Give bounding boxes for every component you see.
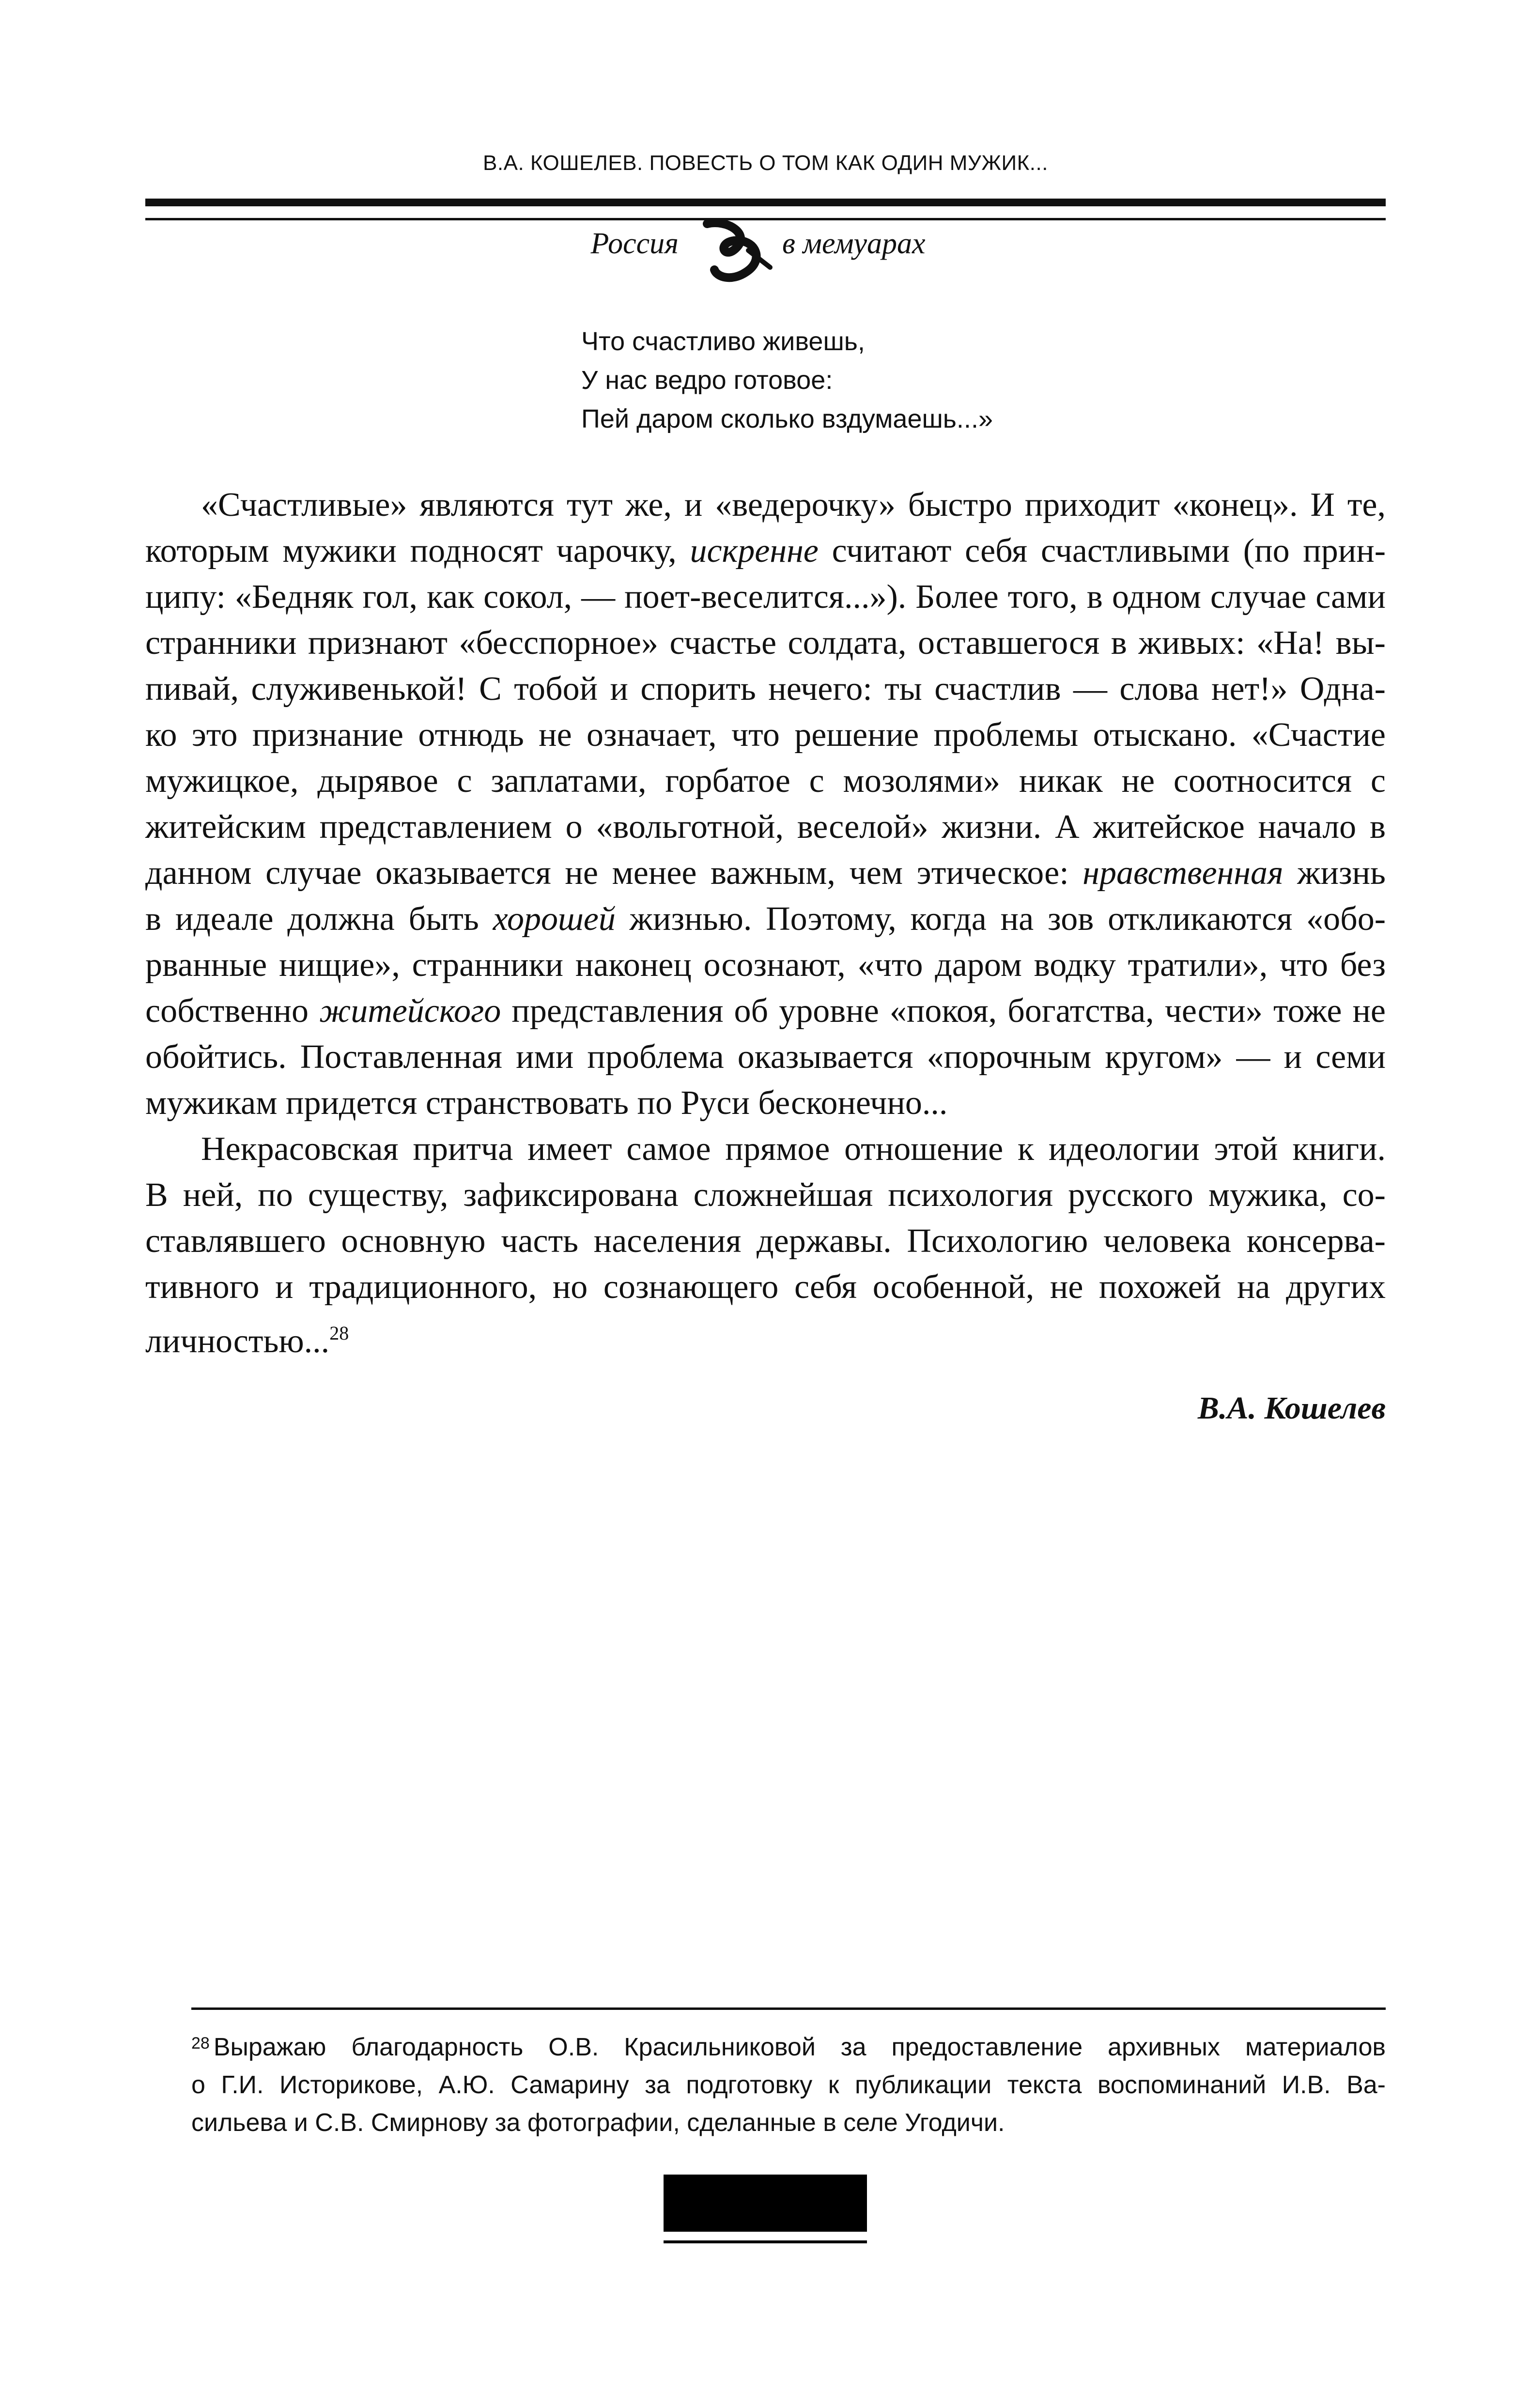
series-title [145,224,1386,292]
emphasis: нравственная [1083,854,1284,892]
series-title-left: Россия [586,227,684,261]
text-line: «Счастливые» являются тут же, и «ведерочку» быстро приходит «конец». И те, [201,486,1386,524]
footnote-reference[interactable]: 28 [329,1322,349,1344]
emphasis: хорошей [493,900,616,938]
text-line: странники признают «бесспорное» счастье солдата, оставшегося в живых: «На! вы- [145,624,1386,662]
text-line: ко это признание отнюдь не означает, что решение проблемы отыскано. «Счастие [145,716,1386,754]
page-number-block [664,2175,867,2232]
text-line: обойтись. Поставленная ими проблема оказывается «порочным кругом» — и семи [145,1038,1386,1076]
text-line: в идеале должна быть хорошей жизнью. Поэтому, когда на зов откликаются «обо- [145,900,1386,938]
verse-line: Что счастливо живешь, [581,327,865,356]
paragraph-1 [145,482,1386,1126]
footnote-line: о Г.И. Историкове, А.Ю. Самарину за подготовку к публикации текста воспоминаний И.В. Ва- [191,2071,1386,2099]
text-line: мужицкое, дырявое с заплатами, горбатое с мозолями» никак не соотносится с [145,762,1386,800]
footnote [191,2024,1386,2142]
main-text [145,482,1386,1364]
text-line: данном случае оказывается не менее важным, чем этическое: нравственная жизнь [145,854,1386,892]
text-line: Некрасовская притча имеет самое прямое отношение к идеологии этой книги. [201,1130,1386,1168]
footnote-number: 28 [191,2034,210,2053]
text-line: ципу: «Бедняк гол, как сокол, — поет-веселится...»). Более того, в одном случае сами [145,578,1386,616]
verse-line: У нас ведро готовое: [581,366,833,395]
author-signature: В.А. Кошелев [1197,1390,1386,1426]
header-rule-thick [145,199,1386,206]
text-line: тивного и традиционного, но сознающего себя особенной, не похожей на других [145,1268,1386,1306]
page-number-rule [664,2240,867,2243]
text-line: рванные нищие», странники наконец осознают, «что даром водку тратили», что без [145,946,1386,984]
verse-line: Пей даром сколько вздумаешь...» [581,404,993,433]
emphasis: житейского [319,992,501,1030]
text-line: В ней, по существу, зафиксирована сложнейшая психология русского мужика, со- [145,1176,1386,1214]
footnote-line: $^{28}$ Выражаю благодарность О.В. Красильниковой за предоставление архивных материалов [191,2033,1386,2061]
emphasis: искренне [690,532,819,570]
text-line: пивай, служивенькой! С тобой и спорить нечего: ты счастлив — слова нет!» Одна- [145,670,1386,708]
text-line: мужикам придется странствовать по Руси бесконечно... [145,1084,948,1122]
text-line: ставлявшего основную часть населения державы. Психологию человека консерва- [145,1222,1386,1260]
text-line: житейским представлением о «вольготной, веселой» жизни. А житейское начало в [145,808,1386,846]
text-line: личностью...$^{28}$ [145,1322,349,1360]
text-line: собственно житейского представления об уровне «покоя, богатства, чести» тоже не [145,992,1386,1030]
footnote-rule [191,2007,1386,2010]
text-line: которым мужики подносят чарочку, искренне считают себя счастливыми (по прин- [145,532,1386,570]
footnote-line: сильева и С.В. Смирнову за фотографии, сделанные в селе Угодичи. [191,2109,1005,2137]
running-title: В.А. КОШЕЛЕВ. ПОВЕСТЬ О ТОМ КАК ОДИН МУЖИК... [483,151,1048,175]
series-title-right: в мемуарах [777,227,930,261]
paragraph-2 [145,1126,1386,1364]
verse-quote [581,322,993,438]
series-emblem-icon [697,214,775,292]
